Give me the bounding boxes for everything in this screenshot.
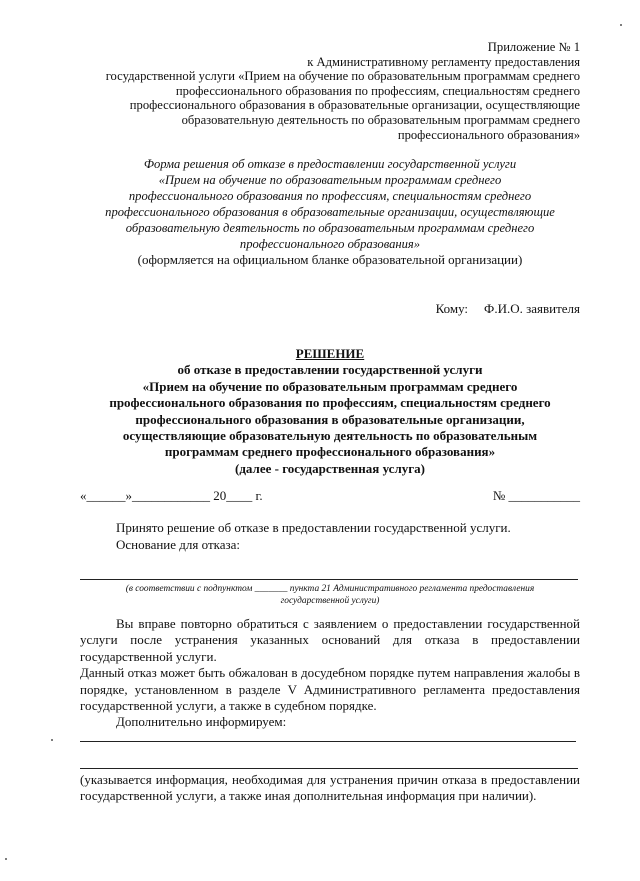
- appendix-line: профессионального образования в образовательные организации, осуществляющие: [129, 98, 580, 113]
- decision-heading: [80, 346, 580, 477]
- decision-line: осуществляющие образовательную деятельность по образовательным: [122, 428, 538, 444]
- decision-line: (далее - государственная услуга): [235, 460, 425, 476]
- recipient-value: Ф.И.О. заявителя: [484, 301, 580, 316]
- appendix-line: профессионального образования»: [397, 127, 580, 142]
- form-title-line: Форма решения об отказе в предоставлении государственной услуги: [143, 157, 517, 171]
- decision-line: программам среднего профессионального образования»: [164, 444, 496, 460]
- decision-date: «______»____________ 20____ г.: [80, 488, 263, 503]
- form-title-line: «Прием на обучение по образовательным программам среднего: [158, 173, 502, 187]
- decision-title: РЕШЕНИЕ: [295, 346, 365, 361]
- decision-line: профессионального образования по профессиям, специальностям среднего: [109, 395, 551, 411]
- form-title-line: профессионального образования»: [239, 237, 421, 251]
- additional-info-label: Дополнительно информируем:: [116, 714, 287, 729]
- form-note: (оформляется на официальном бланке образовательной организации): [137, 252, 523, 267]
- recipient: [400, 301, 580, 317]
- refusal-basis-label: Основание для отказа:: [116, 536, 241, 552]
- appendix-line: к Административному регламенту предоставления: [307, 54, 580, 69]
- body-paragraph: Данный отказ может быть обжалован в досудебном порядке путем направления жалобы в порядке, установленном в разделе V Административного регламента предоставления государственной услуги, а также в судебном порядке.: [80, 665, 580, 714]
- decision-line: профессионального образования в образовательные организации,: [135, 411, 525, 427]
- appendix-line: Приложение № 1: [487, 40, 580, 54]
- form-title: [80, 156, 580, 252]
- appendix-header: [96, 40, 580, 142]
- form-title-line: образовательную деятельность по образовательным программам среднего: [125, 221, 535, 235]
- form-title-line: профессионального образования в образовательные организации, осуществляющие: [105, 205, 555, 219]
- recipient-label: Кому:: [435, 301, 469, 316]
- appendix-line: образовательную деятельность по образовательным программам среднего: [181, 112, 580, 127]
- scan-speck: [5, 858, 7, 860]
- decision-statement: [80, 520, 580, 553]
- form-title-line: профессионального образования по профессиям, специальностям среднего: [128, 189, 532, 203]
- decision-line: «Прием на обучение по образовательным программам среднего: [142, 378, 518, 394]
- decision-statement-text: Принято решение об отказе в предоставлении государственной услуги.: [116, 520, 511, 535]
- instructions-note: (указывается информация, необходимая для устранения причин отказа в предоставлении государственной услуги, а также иная дополнительная информация при наличии).: [80, 772, 580, 804]
- appendix-line: профессионального образования по профессиям, специальностям среднего: [175, 83, 580, 98]
- scan-speck: [620, 24, 622, 26]
- scan-speck: [51, 739, 53, 741]
- reference-note: [80, 583, 580, 607]
- decision-number: № ___________: [492, 488, 580, 503]
- additional-info-line: [80, 768, 578, 769]
- body-paragraph: Вы вправе повторно обратиться с заявлением о предоставлении государственной услуги после устранения указанных оснований для отказа в предоставлении государственной услуги.: [80, 616, 580, 664]
- refusal-basis-line: [80, 579, 578, 580]
- additional-info-line: [80, 741, 576, 742]
- body-text: [80, 616, 580, 714]
- reference-note-line: государственной услуги): [280, 596, 380, 606]
- appendix-line: государственной услуги «Прием на обучение по образовательным программам среднего: [105, 69, 580, 84]
- decision-line: об отказе в предоставлении государственной услуги: [177, 362, 483, 378]
- reference-note-line: (в соответствии с подпунктом _______ пункта 21 Административного регламента предоставления: [125, 584, 535, 594]
- date-number-line: [80, 488, 580, 504]
